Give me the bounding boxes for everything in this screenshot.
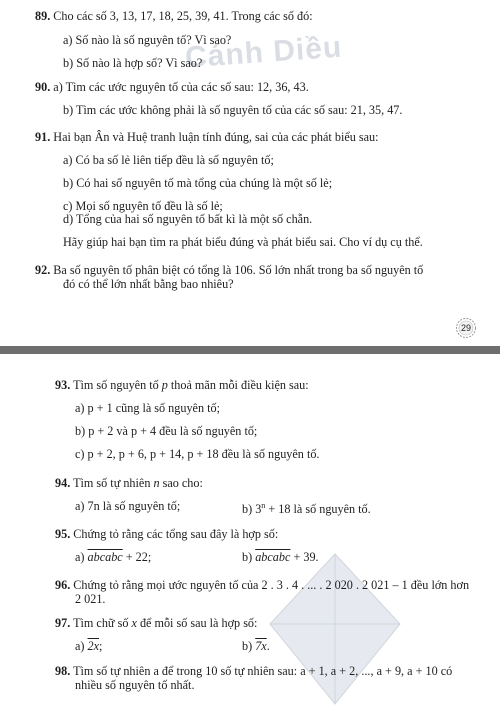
problem-94-a: a) 7n là số nguyên tố; (75, 499, 181, 513)
problem-93-text-post: thoả mãn mỗi điều kiện sau: (167, 378, 309, 392)
problem-89-b: b) Số nào là hợp số? Vì sao? (63, 56, 203, 70)
problem-91-b: b) Có hai số nguyên tố mà tổng của chúng là một số lẻ; (63, 176, 333, 190)
problem-97-number: 97. (55, 616, 71, 630)
watermark: Cánh Diều (184, 30, 344, 75)
problem-97-stem (55, 616, 257, 630)
problem-95-number: 95. (55, 527, 71, 541)
problem-97-a-post: ; (99, 639, 103, 653)
problem-91-task: Hãy giúp hai bạn tìm ra phát biểu đúng và phát biểu sai. Cho ví dụ cụ thể. (63, 235, 423, 249)
problem-91-text: Hai bạn Ân và Huệ tranh luận tính đúng, sai của các phát biểu sau: (53, 130, 379, 144)
problem-97-b-post: . (266, 639, 270, 653)
problem-92-text: Ba số nguyên tố phân biệt có tổng là 106. Số lớn nhất trong ba số nguyên tố (53, 263, 424, 277)
problem-89-number: 89. (35, 9, 51, 23)
problem-97-a (75, 639, 102, 653)
problem-91-number: 91. (35, 130, 51, 144)
problem-97-b-pre: b) (242, 639, 256, 653)
problem-94-b-post: + 18 là số nguyên tố. (265, 502, 371, 517)
problem-90-b: b) Tìm các ước không phải là số nguyên tố của các số sau: 21, 35, 47. (63, 103, 403, 117)
problem-90-a (35, 80, 309, 94)
problem-93-a: a) p + 1 cũng là số nguyên tố; (75, 401, 220, 415)
problem-94-var: n (153, 476, 160, 490)
problem-93-c: c) p + 2, p + 6, p + 14, p + 18 đều là số nguyên tố. (75, 447, 320, 461)
problem-95-a-overline: abcabc (87, 550, 123, 564)
problem-98-text: Tìm số tự nhiên a để trong 10 số tự nhiên sau: a + 1, a + 2, ..., a + 9, a + 10 có (73, 664, 453, 678)
kite-watermark-icon (240, 549, 440, 709)
problem-90-a-text: a) Tìm các ước nguyên tố của các số sau: 12, 36, 43. (53, 80, 309, 94)
problem-90-number: 90. (35, 80, 51, 94)
problem-96-number: 96. (55, 578, 71, 592)
problem-95-b-pre: b) (242, 550, 256, 564)
problem-94-number: 94. (55, 476, 71, 490)
problem-96-line2: 2 021. (75, 592, 106, 606)
problem-95-stem (55, 527, 278, 541)
problem-96-line1 (55, 578, 469, 592)
problem-93-text-pre: Tìm số nguyên tố (73, 378, 162, 392)
problem-95-b-overline: abcabc (255, 550, 291, 564)
problem-89-a: a) Số nào là số nguyên tố? Vì sao? (63, 33, 232, 47)
problem-94-text-post: sao cho: (159, 476, 203, 490)
problem-98-line1 (55, 664, 452, 678)
problem-97-text-post: để mỗi số sau là hợp số: (136, 616, 258, 630)
problem-89-stem (35, 9, 313, 23)
problem-93-b: b) p + 2 và p + 4 đều là số nguyên tố; (75, 424, 258, 438)
problem-93-stem (55, 378, 309, 392)
problem-97-text-pre: Tìm chữ số (73, 616, 132, 630)
problem-97-var: x (131, 616, 137, 630)
problem-97-b-overline: 7x (255, 639, 267, 653)
problem-93-number: 93. (55, 378, 71, 392)
problem-92-number: 92. (35, 263, 51, 277)
problem-97-a-pre: a) (75, 639, 88, 653)
problem-97-a-overline: 2x (87, 639, 100, 653)
problem-96-text: Chứng tỏ rằng mọi ước nguyên tố của 2 . 3 . 4 . ... . 2 020 . 2 021 – 1 đều lớn hơn (73, 578, 470, 592)
problem-95-a (75, 550, 151, 564)
page-number: 29 (460, 323, 471, 333)
problem-94-b-pre: b) 3 (242, 502, 262, 517)
problem-91-stem (35, 130, 379, 144)
problem-98-line2: nhiều số nguyên tố nhất. (75, 678, 195, 692)
problem-91-d: d) Tổng của hai số nguyên tố bất kì là một số chẵn. (63, 212, 313, 226)
problem-97-b (242, 639, 270, 653)
problem-91-c: c) Mọi số nguyên tố đều là số lẻ; (63, 199, 223, 213)
problem-95-b (242, 550, 319, 564)
problem-95-a-post: + 22; (122, 550, 152, 564)
problem-95-text: Chứng tỏ rằng các tổng sau đây là hợp số: (73, 527, 279, 541)
page-separator (0, 346, 500, 354)
problem-89-text: Cho các số 3, 13, 17, 18, 25, 39, 41. Trong các số đó: (53, 9, 313, 23)
page-30 (0, 354, 500, 710)
problem-93-var: p (161, 378, 168, 392)
problem-91-a: a) Có ba số lẻ liên tiếp đều là số nguyên tố; (63, 153, 274, 167)
problem-95-a-pre: a) (75, 550, 88, 564)
problem-94-b-exponent: n (261, 501, 266, 510)
problem-94-text-pre: Tìm số tự nhiên (73, 476, 154, 490)
problem-92-line1 (35, 263, 423, 277)
problem-95-b-post: + 39. (290, 550, 319, 564)
problem-94-b (242, 499, 371, 516)
problem-98-number: 98. (55, 664, 71, 678)
problem-92-line2: đó có thể lớn nhất bằng bao nhiêu? (63, 277, 234, 291)
problem-94-stem (55, 476, 203, 490)
page-29 (0, 0, 500, 346)
